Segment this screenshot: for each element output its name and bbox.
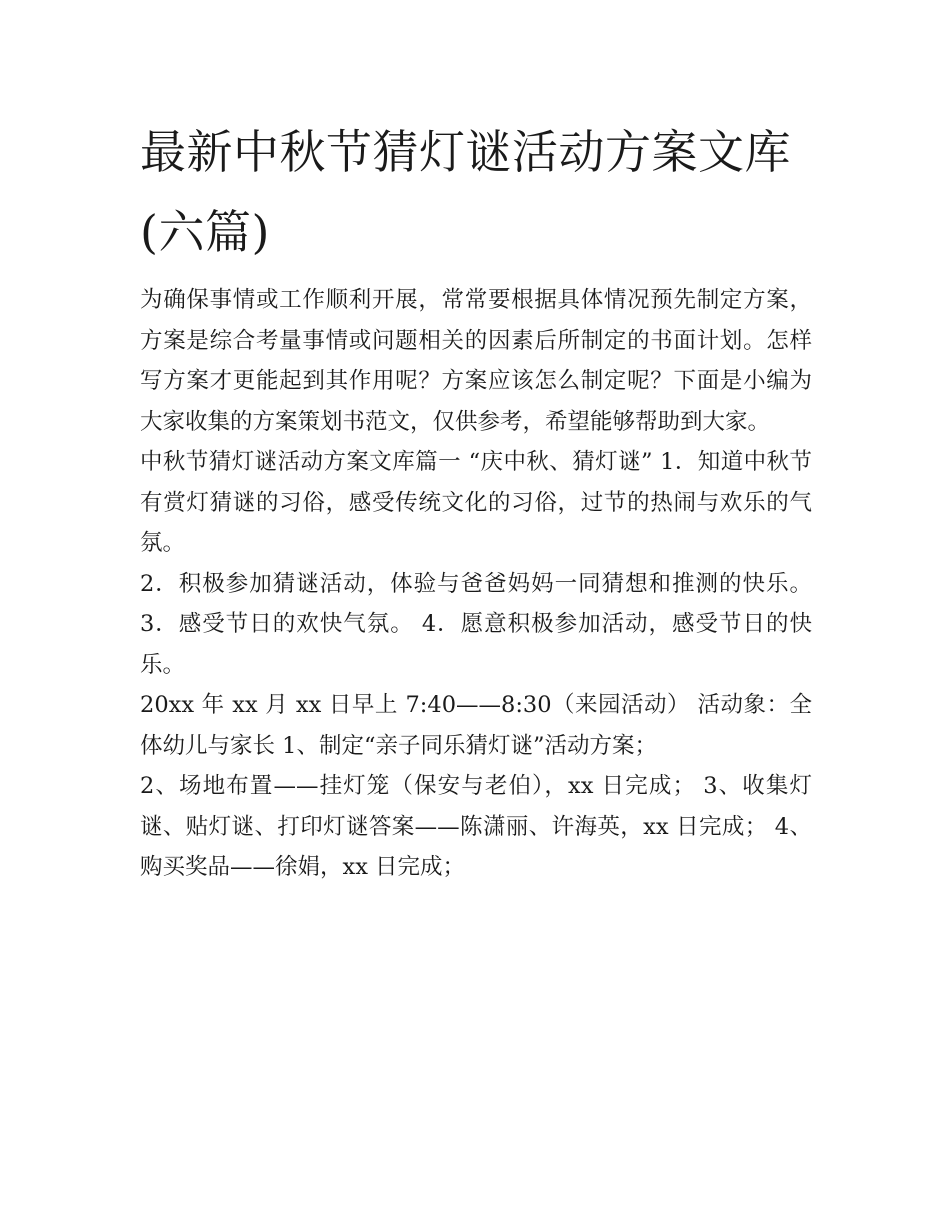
paragraph-goals: 2．积极参加猜谜活动，体验与爸爸妈妈一同猜想和推测的快乐。 3．感受节日的欢快气氛。 4．愿意积极参加活动，感受节日的快乐。 — [140, 570, 812, 678]
paragraph-preparation: 2、场地布置——挂灯笼（保安与老伯），xx 日完成； 3、收集灯谜、贴灯谜、打印灯谜答案——陈潇丽、许海英，xx 日完成； 4、购买奖品——徐娟，xx 日完成； — [140, 773, 812, 880]
document-title: 最新中秋节猜灯谜活动方案文库(六篇) — [140, 125, 791, 259]
document-page — [140, 112, 812, 888]
paragraph-time-participants: 20xx 年 xx 月 xx 日早上 7:40——8:30（来园活动） 活动象：全体幼儿与家长 1、制定“亲子同乐猜灯谜”活动方案； — [140, 692, 812, 759]
paragraph-section-one: 中秋节猜灯谜活动方案文库篇一 “庆中秋、猜灯谜” 1．知道中秋节有赏灯猜谜的习俗，感受传统文化的习俗，过节的热闹与欢乐的气氛。 — [140, 449, 812, 556]
paragraph-intro: 为确保事情或工作顺利开展，常常要根据具体情况预先制定方案，方案是综合考量事情或问题相关的因素后所制定的书面计划。怎样写方案才更能起到其作用呢？方案应该怎么制定呢？下面是小编为大家收集的方案策划书范文，仅供参考，希望能够帮助到大家。 — [140, 287, 812, 435]
